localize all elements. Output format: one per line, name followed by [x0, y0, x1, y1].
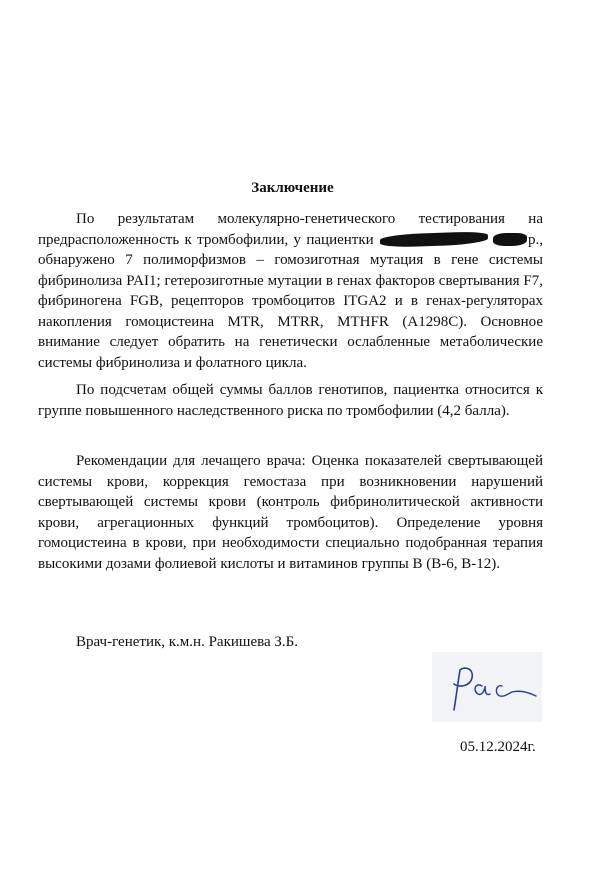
conclusion-paragraph — [38, 209, 543, 373]
conclusion-text-start: По результатам молекулярно-генетического тестирования на предрасположенность к тромбофилии, у пациентки — [38, 211, 543, 248]
patient-name-redaction — [379, 231, 487, 248]
signature-image — [432, 652, 542, 722]
document-date: 05.12.2024г. — [460, 739, 536, 755]
birth-year-redaction — [493, 233, 527, 246]
handwritten-signature — [432, 652, 542, 722]
risk-paragraph: По подсчетам общей суммы баллов генотипов, пациентка относится к группе повышенного наследственного риска по тромбофилии (4,2 балла). — [38, 382, 543, 419]
document-title: Заключение — [251, 180, 334, 196]
recommendations-paragraph: Рекомендации для лечащего врача: Оценка показателей свертывающей системы крови, коррекция гемостаза при возникновении нарушений свертывающей системы крови (контроль фибринолитической активности крови, агрегационных функций тромбоцитов). Определение уровня гомоцистеина в крови, при необходимости специально подобранная терапия высокими дозами фолиевой кислоты и витаминов группы В (В-6, В-12). — [38, 453, 543, 572]
conclusion-text-end: р., обнаружено 7 полиморфизмов – гомозиготная мутация в гене системы фибринолиза PAI1; гетерозиготные мутации в генах факторов свертывания F7, фибриногена FGB, рецепторов тромбоцитов ITGA2 и в генах-регуляторах накопления гомоцистеина MTR, MTRR, MTHFR (A1298C). Основное внимание следует обратить на генетически ослабленные метаболические системы фибринолиза и фолатного цикла. — [38, 231, 543, 371]
signer-line: Врач-генетик, к.м.н. Ракишева З.Б. — [76, 634, 299, 650]
